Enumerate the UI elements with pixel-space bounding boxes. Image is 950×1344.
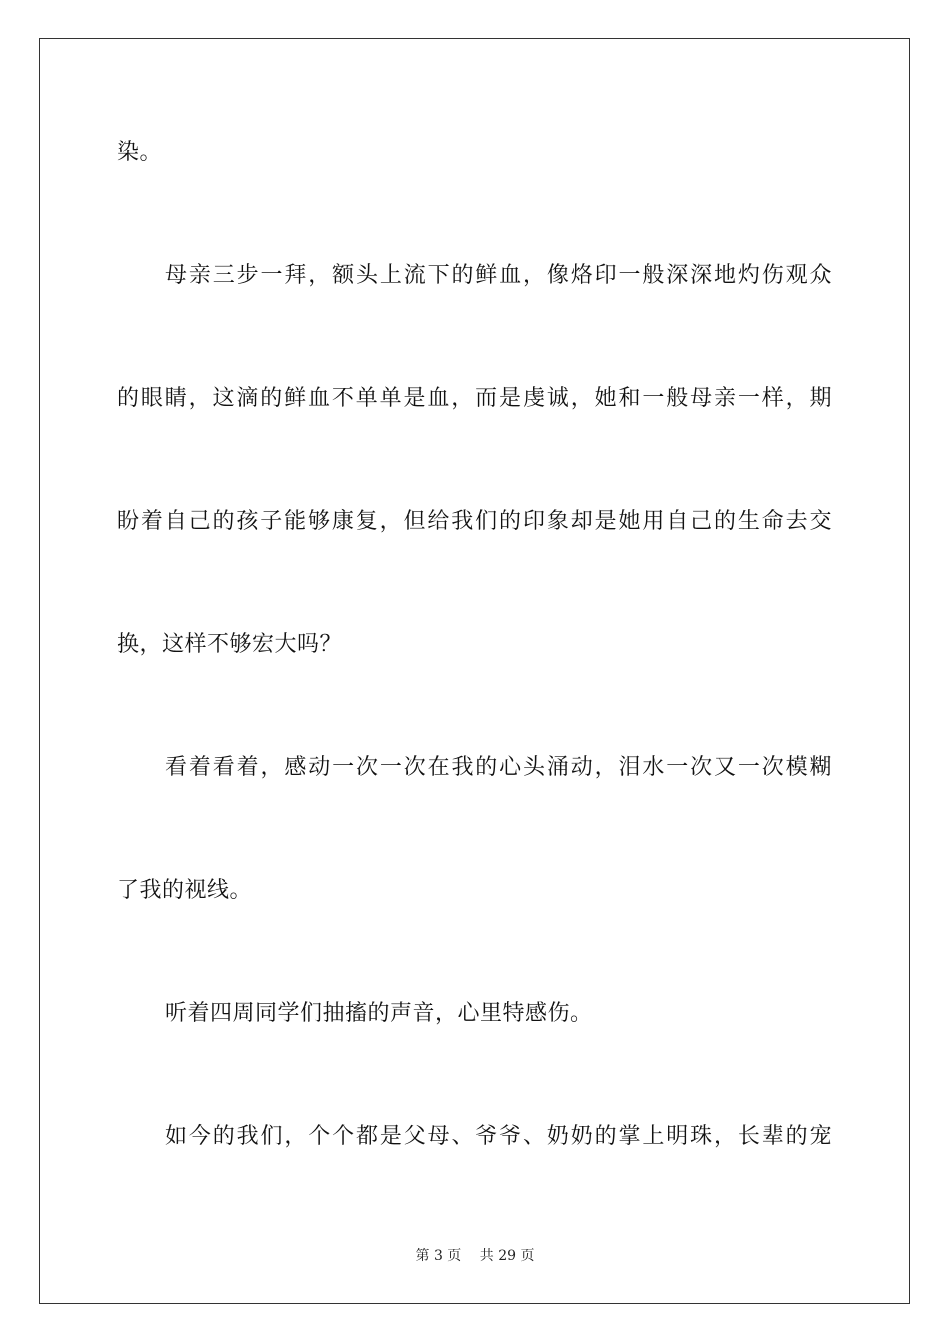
text-line-7: 了我的视线。 (117, 878, 253, 903)
text-line-8: 听着四周同学们抽搐的声音，心里特感伤。 (165, 1001, 593, 1026)
page-border (39, 38, 910, 1304)
text-line-5: 换，这样不够宏大吗？ (117, 632, 343, 657)
page-number-footer: 第 3 页 共 29 页 (415, 1248, 535, 1264)
text-line-9: 如今的我们，个个都是父母、爷爷、奶奶的掌上明珠，长辈的宠 (165, 1124, 832, 1149)
text-line-1: 染。 (117, 140, 163, 165)
text-line-6: 看着看着，感动一次一次在我的心头涌动，泪水一次又一次模糊 (165, 755, 832, 780)
text-line-2: 母亲三步一拜，额头上流下的鲜血，像烙印一般深深地灼伤观众 (165, 263, 832, 288)
text-line-3: 的眼睛，这滴的鲜血不单单是血，而是虔诚，她和一般母亲一样，期 (117, 386, 832, 411)
text-line-4: 盼着自己的孩子能够康复，但给我们的印象却是她用自己的生命去交 (117, 509, 832, 534)
